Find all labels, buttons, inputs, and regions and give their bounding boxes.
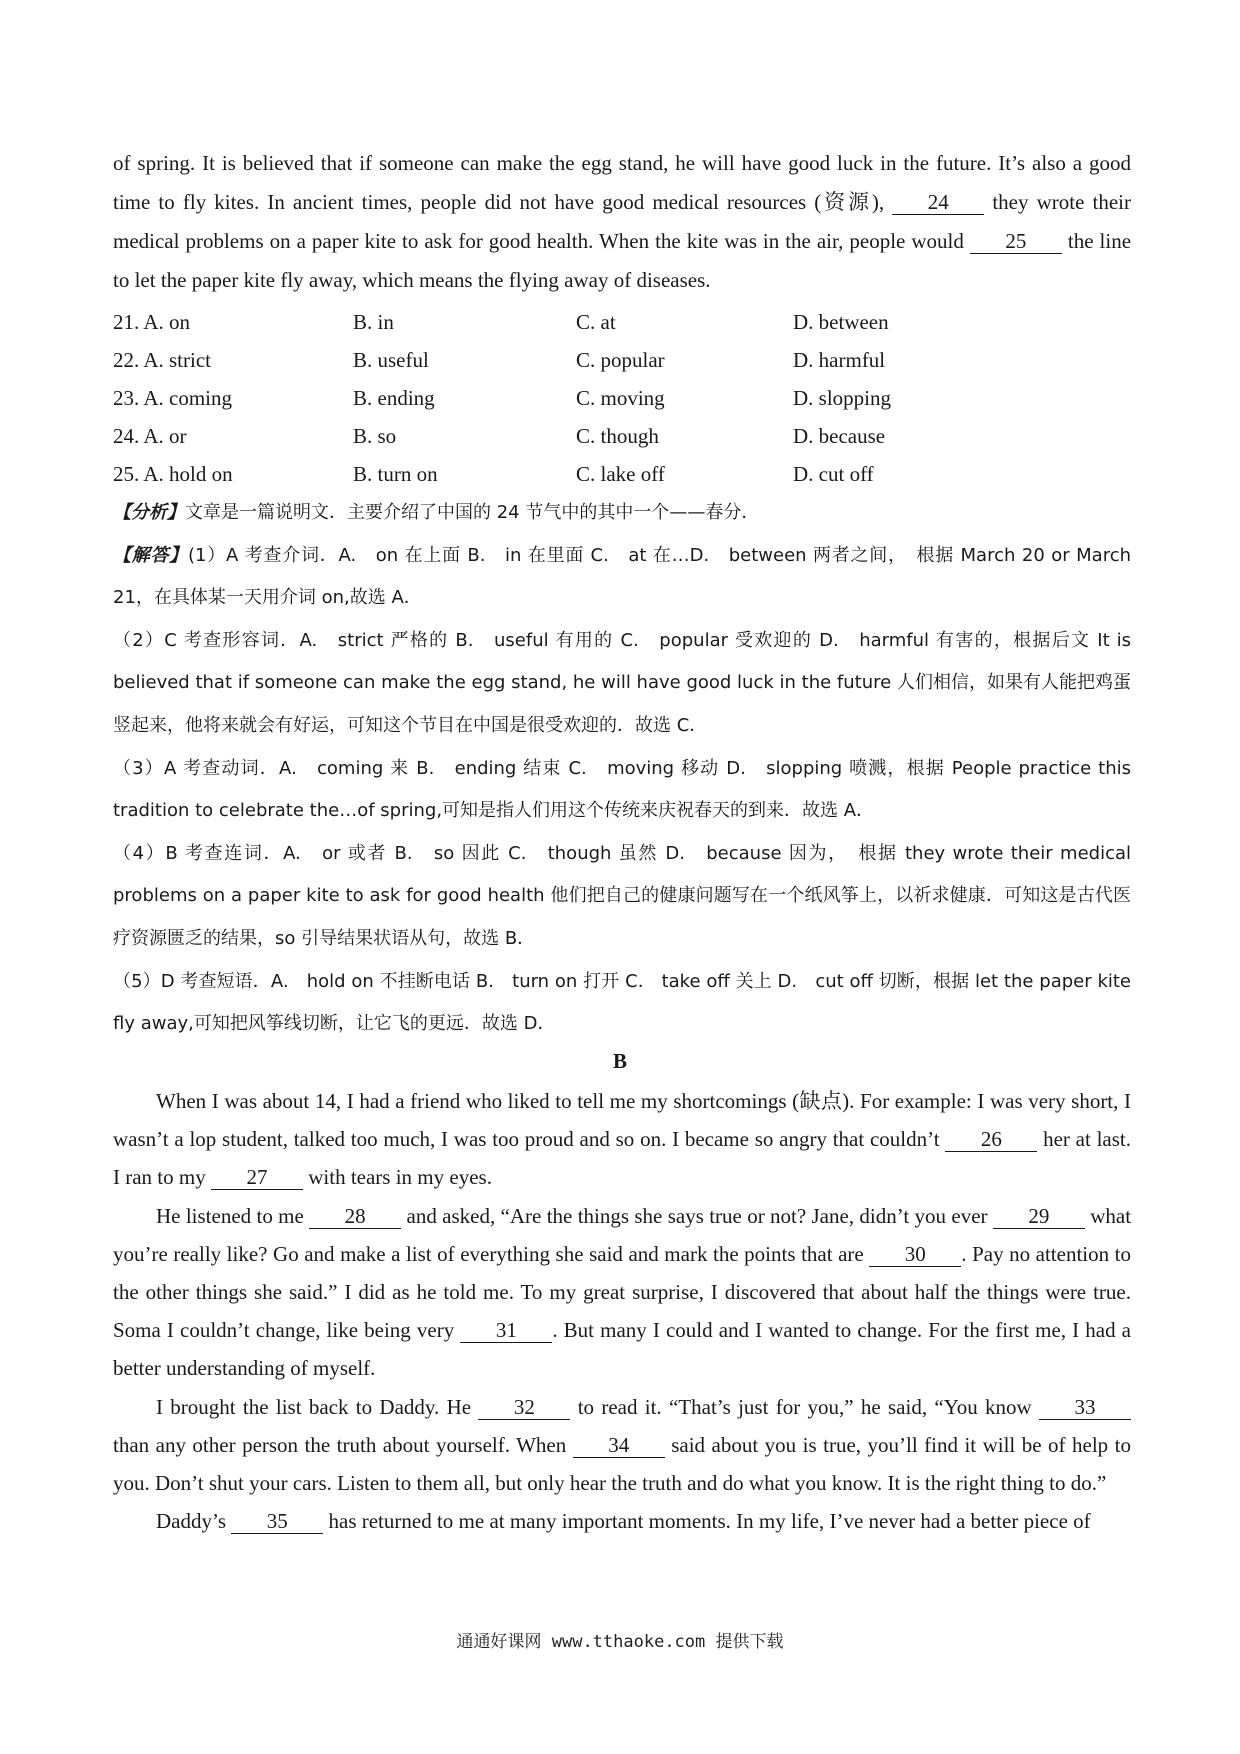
option-a: 25. A. hold on xyxy=(113,462,233,486)
option-c: C. though xyxy=(576,424,659,448)
blank-24: 24 xyxy=(892,190,984,215)
blank-25: 25 xyxy=(970,229,1062,254)
blank-29: 29 xyxy=(993,1204,1085,1229)
answer-item-3: （3）A 考查动词．A. coming 来 B. ending 结束 C. moving 移动 D. slopping 喷溅，根据 People practice this tradition to celebrate the…of spring,可知是指人们用这个传统来庆祝春天的到来．故选 A． xyxy=(113,757,1131,822)
answer-options xyxy=(113,303,1131,493)
option-row-23 xyxy=(113,379,1131,417)
answer-item-4: （4）B 考查连词．A. or 或者 B. so 因此 C. though 虽然 D. because 因为， 根据 they wrote their medical problems on a paper kite to ask for good health 他们把自己的健康问题写在一个纸风筝上，以祈求健康．可知这是古代医疗资源匮乏的结果，so 引导结果状语从句，故选 B． xyxy=(113,842,1131,949)
analysis-paragraph xyxy=(113,492,1131,535)
option-d: D. slopping xyxy=(793,386,892,410)
option-b: B. useful xyxy=(353,348,429,372)
analysis-text: 文章是一篇说明文．主要介绍了中国的 24 节气中的其中一个——春分． xyxy=(185,502,760,523)
passage-paragraph-4: Daddy’s 35 has returned to me at many important moments. In my life, I’ve never had a better piece of xyxy=(156,1509,1091,1534)
blank-30: 30 xyxy=(869,1242,961,1267)
option-c: C. popular xyxy=(576,348,665,372)
option-a: 21. A. on xyxy=(113,310,191,334)
passage-paragraph-1: When I was about 14, I had a friend who liked to tell me my shortcomings (缺点). For example: I was very short, I wasn’t a lop student, talked too much, I was too proud and so on. I became so angry that couldn’t 26 her at last. I ran to my 27 with tears in my eyes. xyxy=(113,1089,1132,1190)
option-c: C. moving xyxy=(576,386,665,410)
option-c: C. at xyxy=(576,310,616,334)
option-b: B. ending xyxy=(353,386,435,410)
blank-26: 26 xyxy=(945,1127,1037,1152)
blank-31: 31 xyxy=(460,1318,552,1343)
option-a: 23. A. coming xyxy=(113,386,232,410)
passage-text: they wrote their medical problems on a paper kite to ask for good health. When the kite was in the air, people would xyxy=(113,190,1132,253)
passage-paragraph-2: He listened to me 28 and asked, “Are the things she says true or not? Jane, didn’t you ever 29 what you’re really like? Go and make a list of everything she said and mark the points that are 30 . Pay no attention to the other things she said.” I did as he told me. To my great surprise, I discovered that about half the things were true. Soma I couldn’t change, like being very 31 . But many I could and I wanted to change. For the first me, I had a better understanding of myself. xyxy=(113,1203,1132,1381)
passage-a-continuation xyxy=(113,144,1131,300)
passage-text: of spring. It is believed that if someone can make the egg stand, he will have good luck in the future. It’s also a good time to fly kites. In ancient times, people did not have good medical resources (资源), xyxy=(113,151,1131,214)
answer-item-2: （2）C 考查形容词．A. strict 严格的 B. useful 有用的 C. popular 受欢迎的 D. harmful 有害的，根据后文 It is believed that if someone can make the egg stand, he will have good luck in the future 人们相信，如果有人能把鸡蛋竖起来，他将来就会有好运，可知这个节目在中国是很受欢迎的．故选 C． xyxy=(113,629,1131,736)
analysis-label: 【分析】 xyxy=(113,502,185,523)
blank-33: 33 xyxy=(1039,1395,1131,1420)
option-d: D. harmful xyxy=(793,348,886,372)
option-a: 24. A. or xyxy=(113,424,187,448)
option-d: D. between xyxy=(793,310,889,334)
option-row-22 xyxy=(113,341,1131,379)
option-d: D. cut off xyxy=(793,462,874,486)
option-c: C. lake off xyxy=(576,462,665,486)
option-b: B. so xyxy=(353,424,397,448)
analysis-section xyxy=(113,492,1131,1046)
option-row-24 xyxy=(113,417,1131,455)
option-row-21 xyxy=(113,303,1131,341)
option-b: B. turn on xyxy=(353,462,438,486)
passage-text: the line to let the paper kite fly away, which means the flying away of diseases. xyxy=(113,229,1132,292)
option-d: D. because xyxy=(793,424,886,448)
answer-item-1: 【解答】(1）A 考查介词．A. on 在上面 B. in 在里面 C. at 在…D. between 两者之间， 根据 March 20 or March 21，在具体某一天用介词 on,故选 A． xyxy=(113,544,1132,609)
blank-34: 34 xyxy=(573,1433,665,1458)
passage-b xyxy=(113,1082,1131,1540)
option-row-25 xyxy=(113,455,1131,493)
page-footer: 通通好课网 www.tthaoke.com 提供下载 xyxy=(456,1632,784,1652)
blank-28: 28 xyxy=(309,1204,401,1229)
blank-27: 27 xyxy=(211,1165,303,1190)
option-b: B. in xyxy=(353,310,394,334)
blank-32: 32 xyxy=(478,1395,570,1420)
section-heading: B xyxy=(612,1049,627,1073)
passage-paragraph-3: I brought the list back to Daddy. He 32 to read it. “That’s just for you,” he said, “You know 33 than any other person the truth about yourself. When 34 said about you is true, you’ll find it will be of help to you. Don’t shut your cars. Listen to them all, but only hear the truth and do what you know. It is the right thing to do.” xyxy=(113,1394,1131,1496)
option-a: 22. A. strict xyxy=(113,348,211,372)
answer-item-5: （5）D 考查短语．A. hold on 不挂断电话 B. turn on 打开 C. take off 关上 D. cut off 切断，根据 let the paper kite fly away,可知把风筝线切断，让它飞的更远．故选 D． xyxy=(113,970,1131,1035)
answer-label: 【解答】 xyxy=(113,544,189,566)
blank-35: 35 xyxy=(231,1509,323,1534)
